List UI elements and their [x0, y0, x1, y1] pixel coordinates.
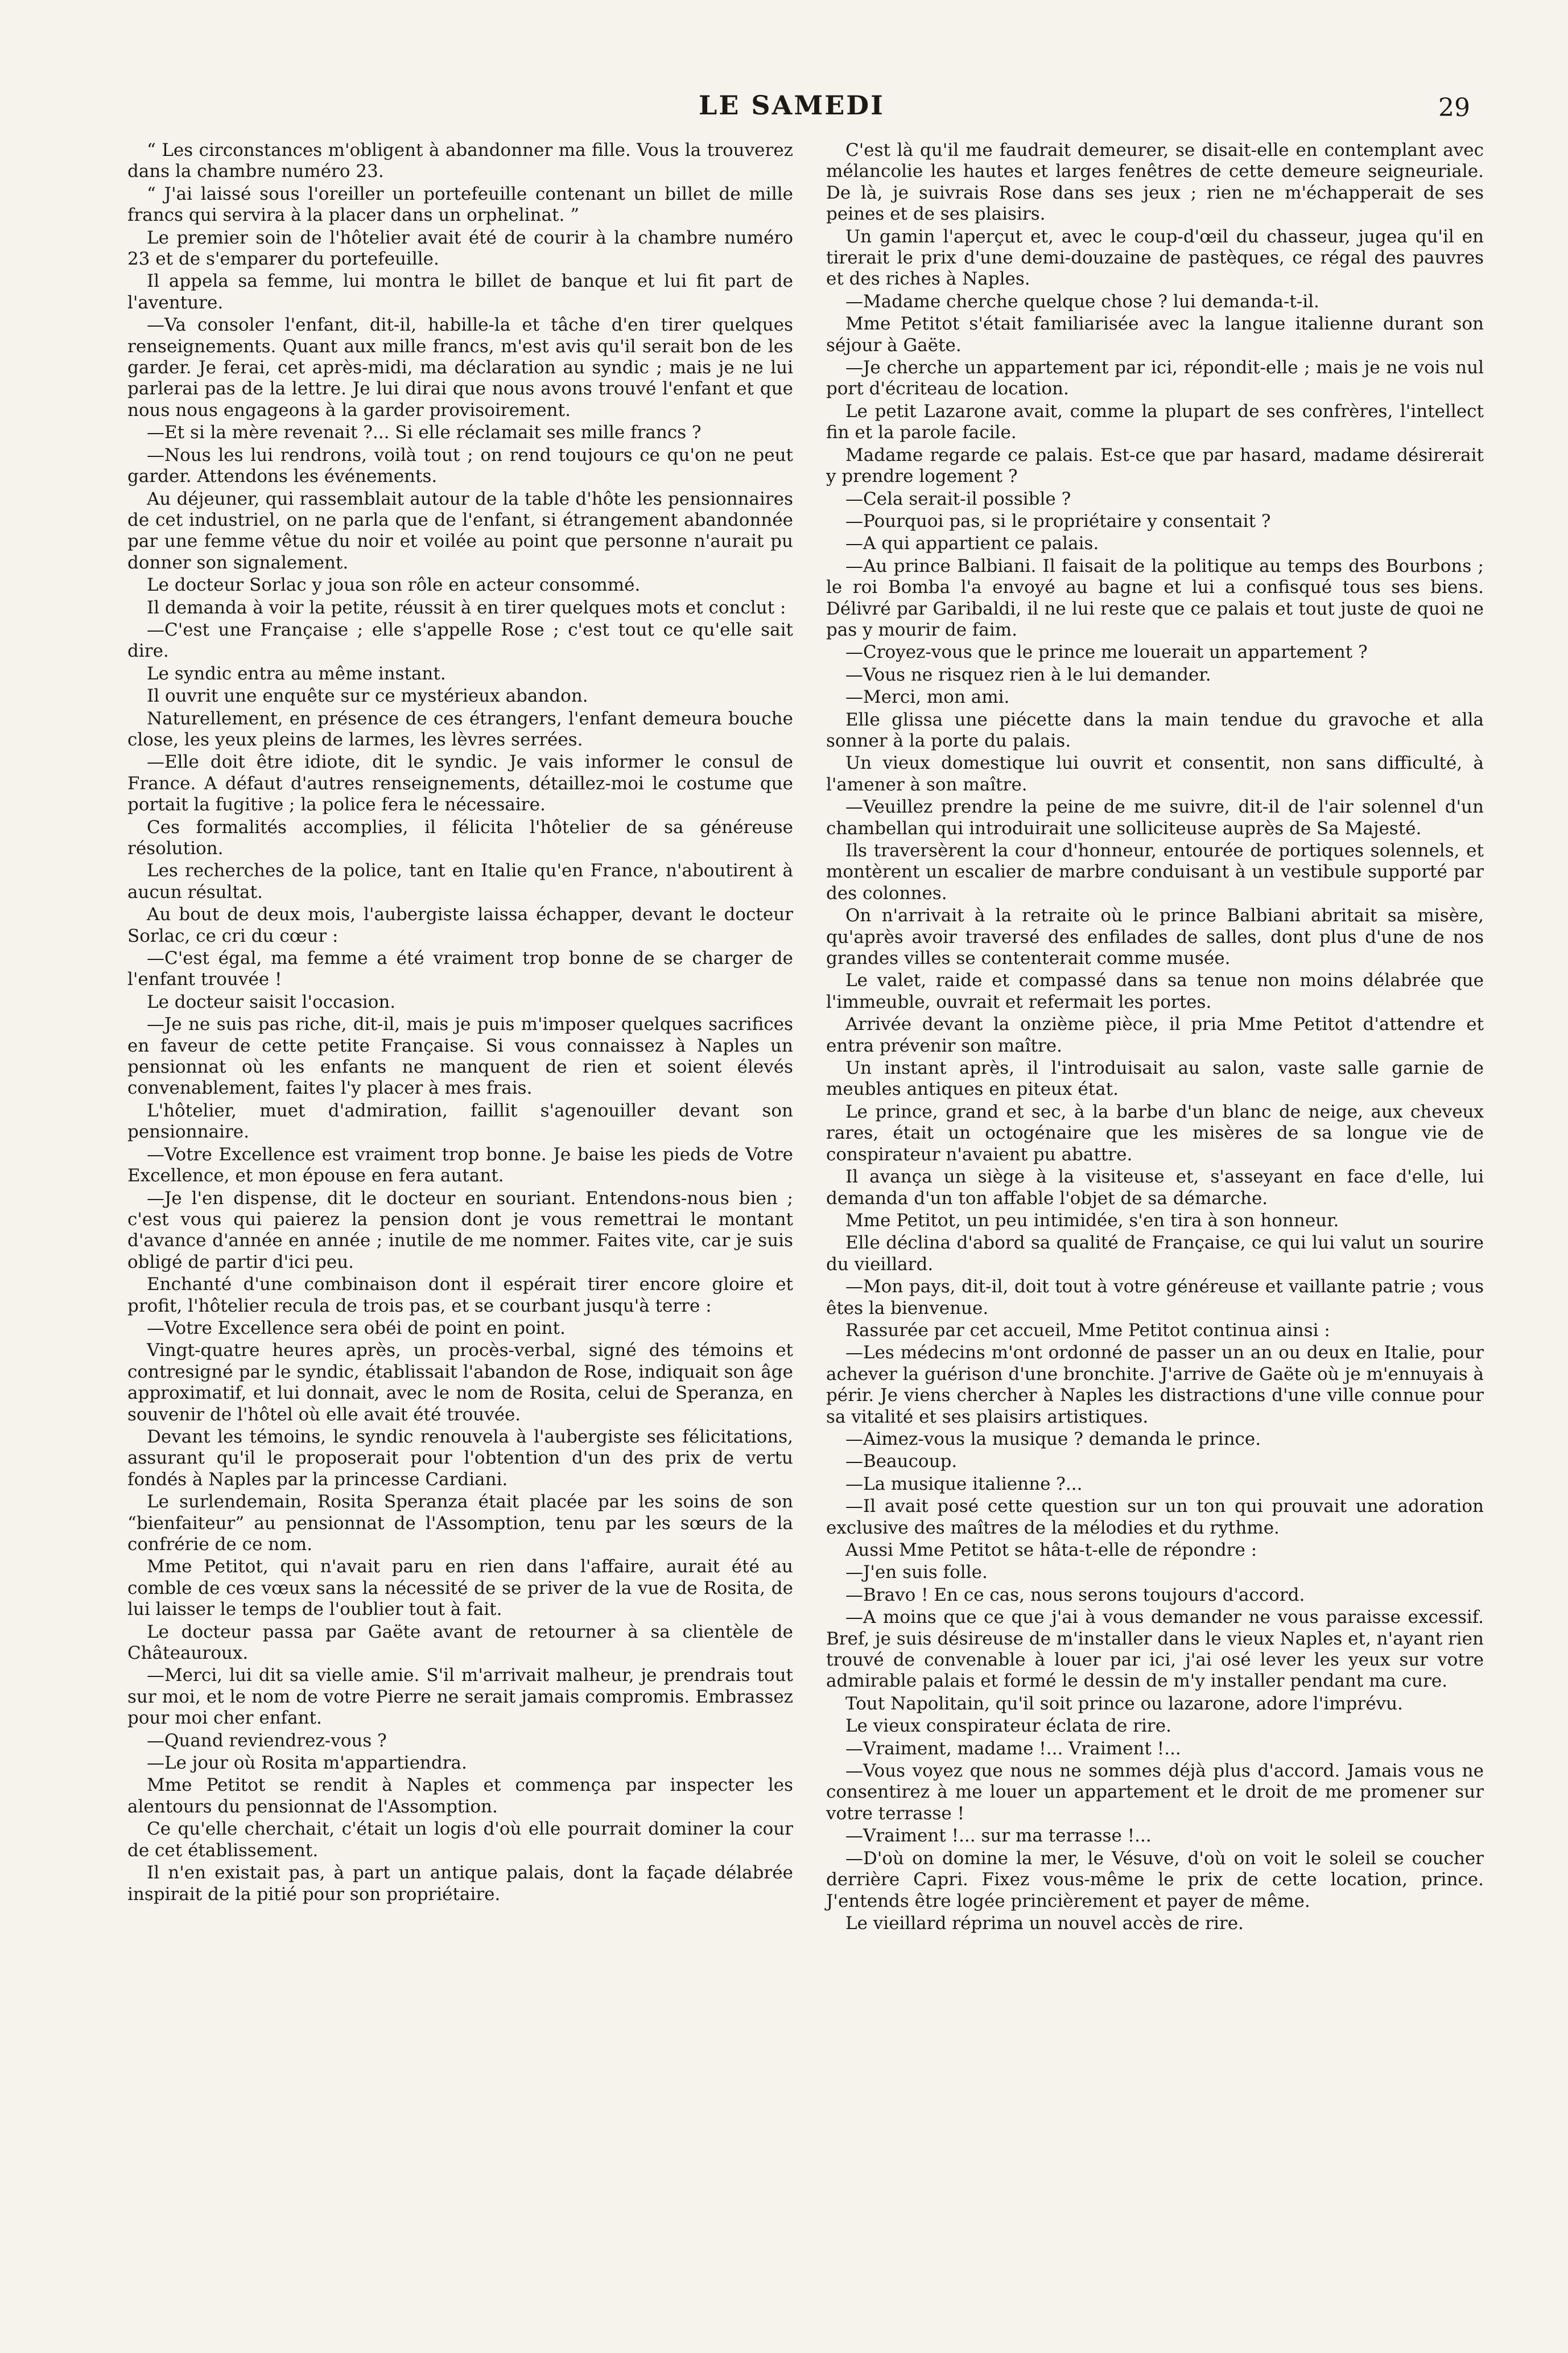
paragraph: L'hôtelier, muet d'admiration, faillit s'agenouiller devant son pensionnaire. [127, 1100, 793, 1143]
paragraph: Le valet, raide et compassé dans sa tenue non moins délabrée que l'immeuble, ouvrait et refermait les portes. [826, 970, 1484, 1012]
paragraph: Le petit Lazarone avait, comme la plupart de ses confrères, l'intellect fin et la parole facile. [826, 401, 1484, 443]
paragraph: —Votre Excellence sera obéi de point en point. [147, 1317, 566, 1338]
paragraph: Un vieux domestique lui ouvrit et consentit, non sans difficulté, à l'amener à son maître. [826, 753, 1484, 795]
paragraph: Arrivée devant la onzième pièce, il pria Mme Petitot d'attendre et entra prévenir son maître. [826, 1014, 1484, 1056]
paragraph: Le vieillard réprima un nouvel accès de rire. [845, 1913, 1244, 1934]
paragraph: Mme Petitot se rendit à Naples et commença par inspecter les alentours du pensionnat de l'Assomption. [127, 1775, 793, 1817]
paragraph: —Aimez-vous la musique ? demanda le prince. [845, 1428, 1261, 1449]
paragraph: —Il avait posé cette question sur un ton qui prouvait une adoration exclusive des maîtres de la mélodies et du rythme. [826, 1496, 1484, 1538]
right-column [826, 140, 1484, 1935]
paragraph: Mme Petitot, qui n'avait paru en rien dans l'affaire, aurait été au comble de ces vœux sans la nécessité de se priver de la vue de Rosita, de lui laisser le temps de l'oublier tout à fait. [127, 1556, 793, 1620]
paragraph: Un instant après, il l'introduisait au salon, vaste salle garnie de meubles antiques en piteux état. [826, 1058, 1484, 1100]
paragraph: —Et si la mère revenait ?... Si elle réclamait ses mille francs ? [147, 422, 702, 443]
paragraph: —Merci, lui dit sa vielle amie. S'il m'arrivait malheur, je prendrais tout sur moi, et le nom de votre Pierre ne serait jamais compromis. Embrassez pour moi cher enfant. [127, 1665, 793, 1729]
paragraph: —Quand reviendrez-vous ? [147, 1730, 387, 1751]
paragraph: Le docteur passa par Gaëte avant de retourner à sa clientèle de Châteauroux. [127, 1621, 793, 1664]
page-number: 29 [1438, 93, 1470, 122]
paragraph: Il appela sa femme, lui montra le billet de banque et lui fit part de l'aventure. [127, 271, 793, 313]
paragraph: “ Les circonstances m'obligent à abandonner ma fille. Vous la trouverez dans la chambre numéro 23. [127, 140, 793, 182]
paragraph: Au bout de deux mois, l'aubergiste laissa échapper, devant le docteur Sorlac, ce cri du cœur : [127, 904, 793, 946]
paragraph: Il demanda à voir la petite, réussit à en tirer quelques mots et conclut : [147, 597, 786, 618]
paragraph: Les recherches de la police, tant en Italie qu'en France, n'aboutirent à aucun résultat. [127, 860, 793, 903]
paragraph: —A moins que ce que j'ai à vous demander ne vous paraisse excessif. Bref, je suis désireuse de m'installer dans le vieux Naples et, n'ayant rien trouvé de convenable à louer par ici, j'ai osé lever les yeux sur votre admirable palais et formé le dessin de m'y installer pendant ma cure. [826, 1607, 1484, 1692]
paragraph: —Mon pays, dit-il, doit tout à votre généreuse et vaillante patrie ; vous êtes la bienvenue. [826, 1276, 1484, 1318]
paragraph: —Madame cherche quelque chose ? lui demanda-t-il. [845, 291, 1319, 312]
paragraph: —Le jour où Rosita m'appartiendra. [147, 1753, 467, 1774]
paragraph: —Nous les lui rendrons, voilà tout ; on rend toujours ce qu'on ne peut garder. Attendons les événements. [127, 444, 793, 487]
paragraph: —Beaucoup. [845, 1451, 958, 1472]
paragraph: Devant les témoins, le syndic renouvela à l'aubergiste ses félicitations, assurant qu'il le proposerait pour l'obtention d'un des prix de vertu fondés à Naples par la princesse Cardiani. [127, 1426, 793, 1490]
page-header [0, 90, 1568, 130]
paragraph: —Vous voyez que nous ne sommes déjà plus d'accord. Jamais vous ne consentirez à me louer un appartement et le droit de me promener sur votre terrasse ! [826, 1761, 1484, 1824]
paragraph: Ils traversèrent la cour d'honneur, entourée de portiques solennels, et montèrent un escalier de marbre conduisant à un vestibule supporté par des colonnes. [826, 840, 1484, 904]
paragraph: —Va consoler l'enfant, dit-il, habille-la et tâche d'en tirer quelques renseignements. Quant aux mille francs, m'est avis qu'il serait bon de les garder. Je ferai, cet après-midi, ma déclaration au syndic ; mais je ne lui parlerai pas de la lettre. Je lui dirai que nous avons trouvé l'enfant et que nous nous engageons à la garder provisoirement. [127, 315, 793, 421]
paragraph: —C'est une Française ; elle s'appelle Rose ; c'est tout ce qu'elle sait dire. [127, 619, 793, 662]
paragraph: Le surlendemain, Rosita Speranza était placée par les soins de son “bienfaiteur” au pensionnat de l'Assomption, tenu par les sœurs de la confrérie de ce nom. [127, 1491, 793, 1555]
paragraph: Elle déclina d'abord sa qualité de Française, ce qui lui valut un sourire du vieillard. [826, 1233, 1484, 1275]
paragraph: —Vraiment !... sur ma terrasse !... [845, 1825, 1152, 1847]
paragraph: —Votre Excellence est vraiment trop bonne. Je baise les pieds de Votre Excellence, et mon épouse en fera autant. [127, 1144, 793, 1186]
paragraph: Ce qu'elle cherchait, c'était un logis d'où elle pourrait dominer la cour de cet établissement. [127, 1819, 793, 1861]
paragraph: Le vieux conspirateur éclata de rire. [845, 1716, 1171, 1737]
paragraph: Mme Petitot, un peu intimidée, s'en tira à son honneur. [845, 1210, 1339, 1231]
left-column [127, 140, 793, 1906]
paragraph: —Les médecins m'ont ordonné de passer un an ou deux en Italie, pour achever la guérison d'une bronchite. J'arrive de Gaëte où je m'ennuyais à périr. Je viens chercher à Naples les distractions d'une ville connue pour sa vitalité et ses plaisirs artistiques. [826, 1342, 1484, 1427]
paragraph: Rassurée par cet accueil, Mme Petitot continua ainsi : [845, 1320, 1330, 1341]
paragraph: Il avança un siège à la visiteuse et, s'asseyant en face d'elle, lui demanda d'un ton affable l'objet de sa démarche. [826, 1167, 1484, 1209]
paragraph: Naturellement, en présence de ces étrangers, l'enfant demeura bouche close, les yeux pleins de larmes, les lèvres serrées. [127, 708, 793, 750]
paragraph: —Pourquoi pas, si le propriétaire y consentait ? [845, 510, 1271, 531]
paragraph: Il ouvrit une enquête sur ce mystérieux abandon. [147, 686, 588, 707]
paragraph: —Bravo ! En ce cas, nous serons toujours d'accord. [845, 1584, 1305, 1605]
paragraph: —J'en suis folle. [845, 1562, 988, 1583]
paragraph: —Au prince Balbiani. Il faisait de la politique au temps des Bourbons ; le roi Bomba l'a envoyé au bagne et lui a confisqué tous ses biens. Délivré par Garibaldi, il ne lui reste que ce palais et tout juste de quoi ne pas y mourir de faim. [826, 555, 1484, 640]
journal-title: LE SAMEDI [699, 90, 885, 121]
paragraph: —Je ne suis pas riche, dit-il, mais je puis m'imposer quelques sacrifices en faveur de cette petite Française. Si vous connaissez à Naples un pensionnat où les enfants ne manquent de rien et soient élevés convenablement, faites l'y placer à mes frais. [127, 1014, 793, 1099]
paragraph: Le syndic entra au même instant. [147, 663, 446, 684]
paragraph: Vingt-quatre heures après, un procès-verbal, signé des témoins et contresigné par le syndic, établissait l'abandon de Rose, indiquait son âge approximatif, et lui donnait, avec le nom de Rosita, celui de Speranza, en souvenir de l'hôtel où elle avait été trouvée. [127, 1340, 793, 1425]
paragraph: Tout Napolitain, qu'il soit prince ou lazarone, adore l'imprévu. [845, 1693, 1403, 1714]
paragraph: “ J'ai laissé sous l'oreiller un portefeuille contenant un billet de mille francs qui servira à la placer dans un orphelinat. ” [127, 183, 793, 226]
paragraph: Il n'en existait pas, à part un antique palais, dont la façade délabrée inspirait de la pitié pour son propriétaire. [127, 1862, 793, 1905]
paragraph: —Merci, mon ami. [845, 687, 1010, 708]
paragraph: Mme Petitot s'était familiarisée avec la langue italienne durant son séjour à Gaëte. [826, 314, 1484, 356]
paragraph: Madame regarde ce palais. Est-ce que par hasard, madame désirerait y prendre logement ? [826, 444, 1484, 487]
paragraph: Elle glissa une piécette dans la main tendue du gravoche et alla sonner à la porte du palais. [826, 709, 1484, 751]
paragraph: —C'est égal, ma femme a été vraiment trop bonne de se charger de l'enfant trouvée ! [127, 948, 793, 990]
paragraph: —Elle doit être idiote, dit le syndic. Je vais informer le consul de France. A défaut d'autres renseignements, détaillez-moi le costume que portait la fugitive ; la police fera le nécessaire. [127, 752, 793, 815]
paragraph: Un gamin l'aperçut et, avec le coup-d'œil du chasseur, jugea qu'il en tirerait le prix d'une demi-douzaine de pastèques, ce régal des pauvres et des riches à Naples. [826, 226, 1484, 290]
paragraph: Ces formalités accomplies, il félicita l'hôtelier de sa généreuse résolution. [127, 817, 793, 859]
paragraph: —Croyez-vous que le prince me louerait un appartement ? [845, 642, 1368, 663]
paragraph: —D'où on domine la mer, le Vésuve, d'où on voit le soleil se coucher derrière Capri. Fixez vous-même le prix de cette location, prince. J'entends être logée princièrement et payer de même. [826, 1848, 1484, 1911]
paragraph: C'est là qu'il me faudrait demeurer, se disait-elle en contemplant avec mélancolie les hautes et larges fenêtres de cette demeure seigneuriale. De là, je suivrais Rose dans ses jeux ; rien ne m'échapperait de ses peines et de ses plaisirs. [826, 140, 1484, 225]
paragraph: On n'arrivait à la retraite où le prince Balbiani abritait sa misère, qu'après avoir traversé des enfilades de salles, dont plus d'une de nos grandes villes se contenterait comme musée. [826, 905, 1484, 969]
paragraph: Enchanté d'une combinaison dont il espérait tirer encore gloire et profit, l'hôtelier recula de trois pas, et se courbant jusqu'à terre : [127, 1274, 793, 1316]
paragraph: Le docteur Sorlac y joua son rôle en acteur consommé. [147, 575, 641, 596]
paragraph: —A qui appartient ce palais. [845, 533, 1099, 554]
paragraph: Le docteur saisit l'occasion. [147, 991, 396, 1012]
paragraph: Le prince, grand et sec, à la barbe d'un blanc de neige, aux cheveux rares, était un octogénaire que les misères de sa longue vie de conspirateur n'avaient pu abattre. [826, 1101, 1484, 1165]
paragraph: —Je cherche un appartement par ici, répondit-elle ; mais je ne vois nul port d'écriteau de location. [826, 357, 1484, 399]
paragraph: —Veuillez prendre la peine de me suivre, dit-il de l'air solennel d'un chambellan qui introduirait une solliciteuse auprès de Sa Majesté. [826, 797, 1484, 839]
paragraph: Au déjeuner, qui rassemblait autour de la table d'hôte les pensionnaires de cet industriel, on ne parla que de l'enfant, si étrangement abandonnée par une femme vêtue du noir et voilée au point que personne n'aurait pu donner son signalement. [127, 488, 793, 573]
paragraph: —Cela serait-il possible ? [845, 488, 1071, 509]
paragraph: Le premier soin de l'hôtelier avait été de courir à la chambre numéro 23 et de s'emparer du portefeuille. [127, 227, 793, 270]
paragraph: —Vraiment, madame !... Vraiment !... [845, 1738, 1181, 1759]
paragraph: Aussi Mme Petitot se hâta-t-elle de répondre : [845, 1540, 1257, 1560]
paragraph: —Vous ne risquez rien à le lui demander. [845, 664, 1211, 685]
paragraph: —La musique italienne ?... [845, 1473, 1083, 1494]
paragraph: —Je l'en dispense, dit le docteur en souriant. Entendons-nous bien ; c'est vous qui paierez la pension dont je vous remettrai le montant d'avance d'année en année ; inutile de me nommer. Faites vite, car je suis obligé de partir d'ici peu. [127, 1188, 793, 1272]
